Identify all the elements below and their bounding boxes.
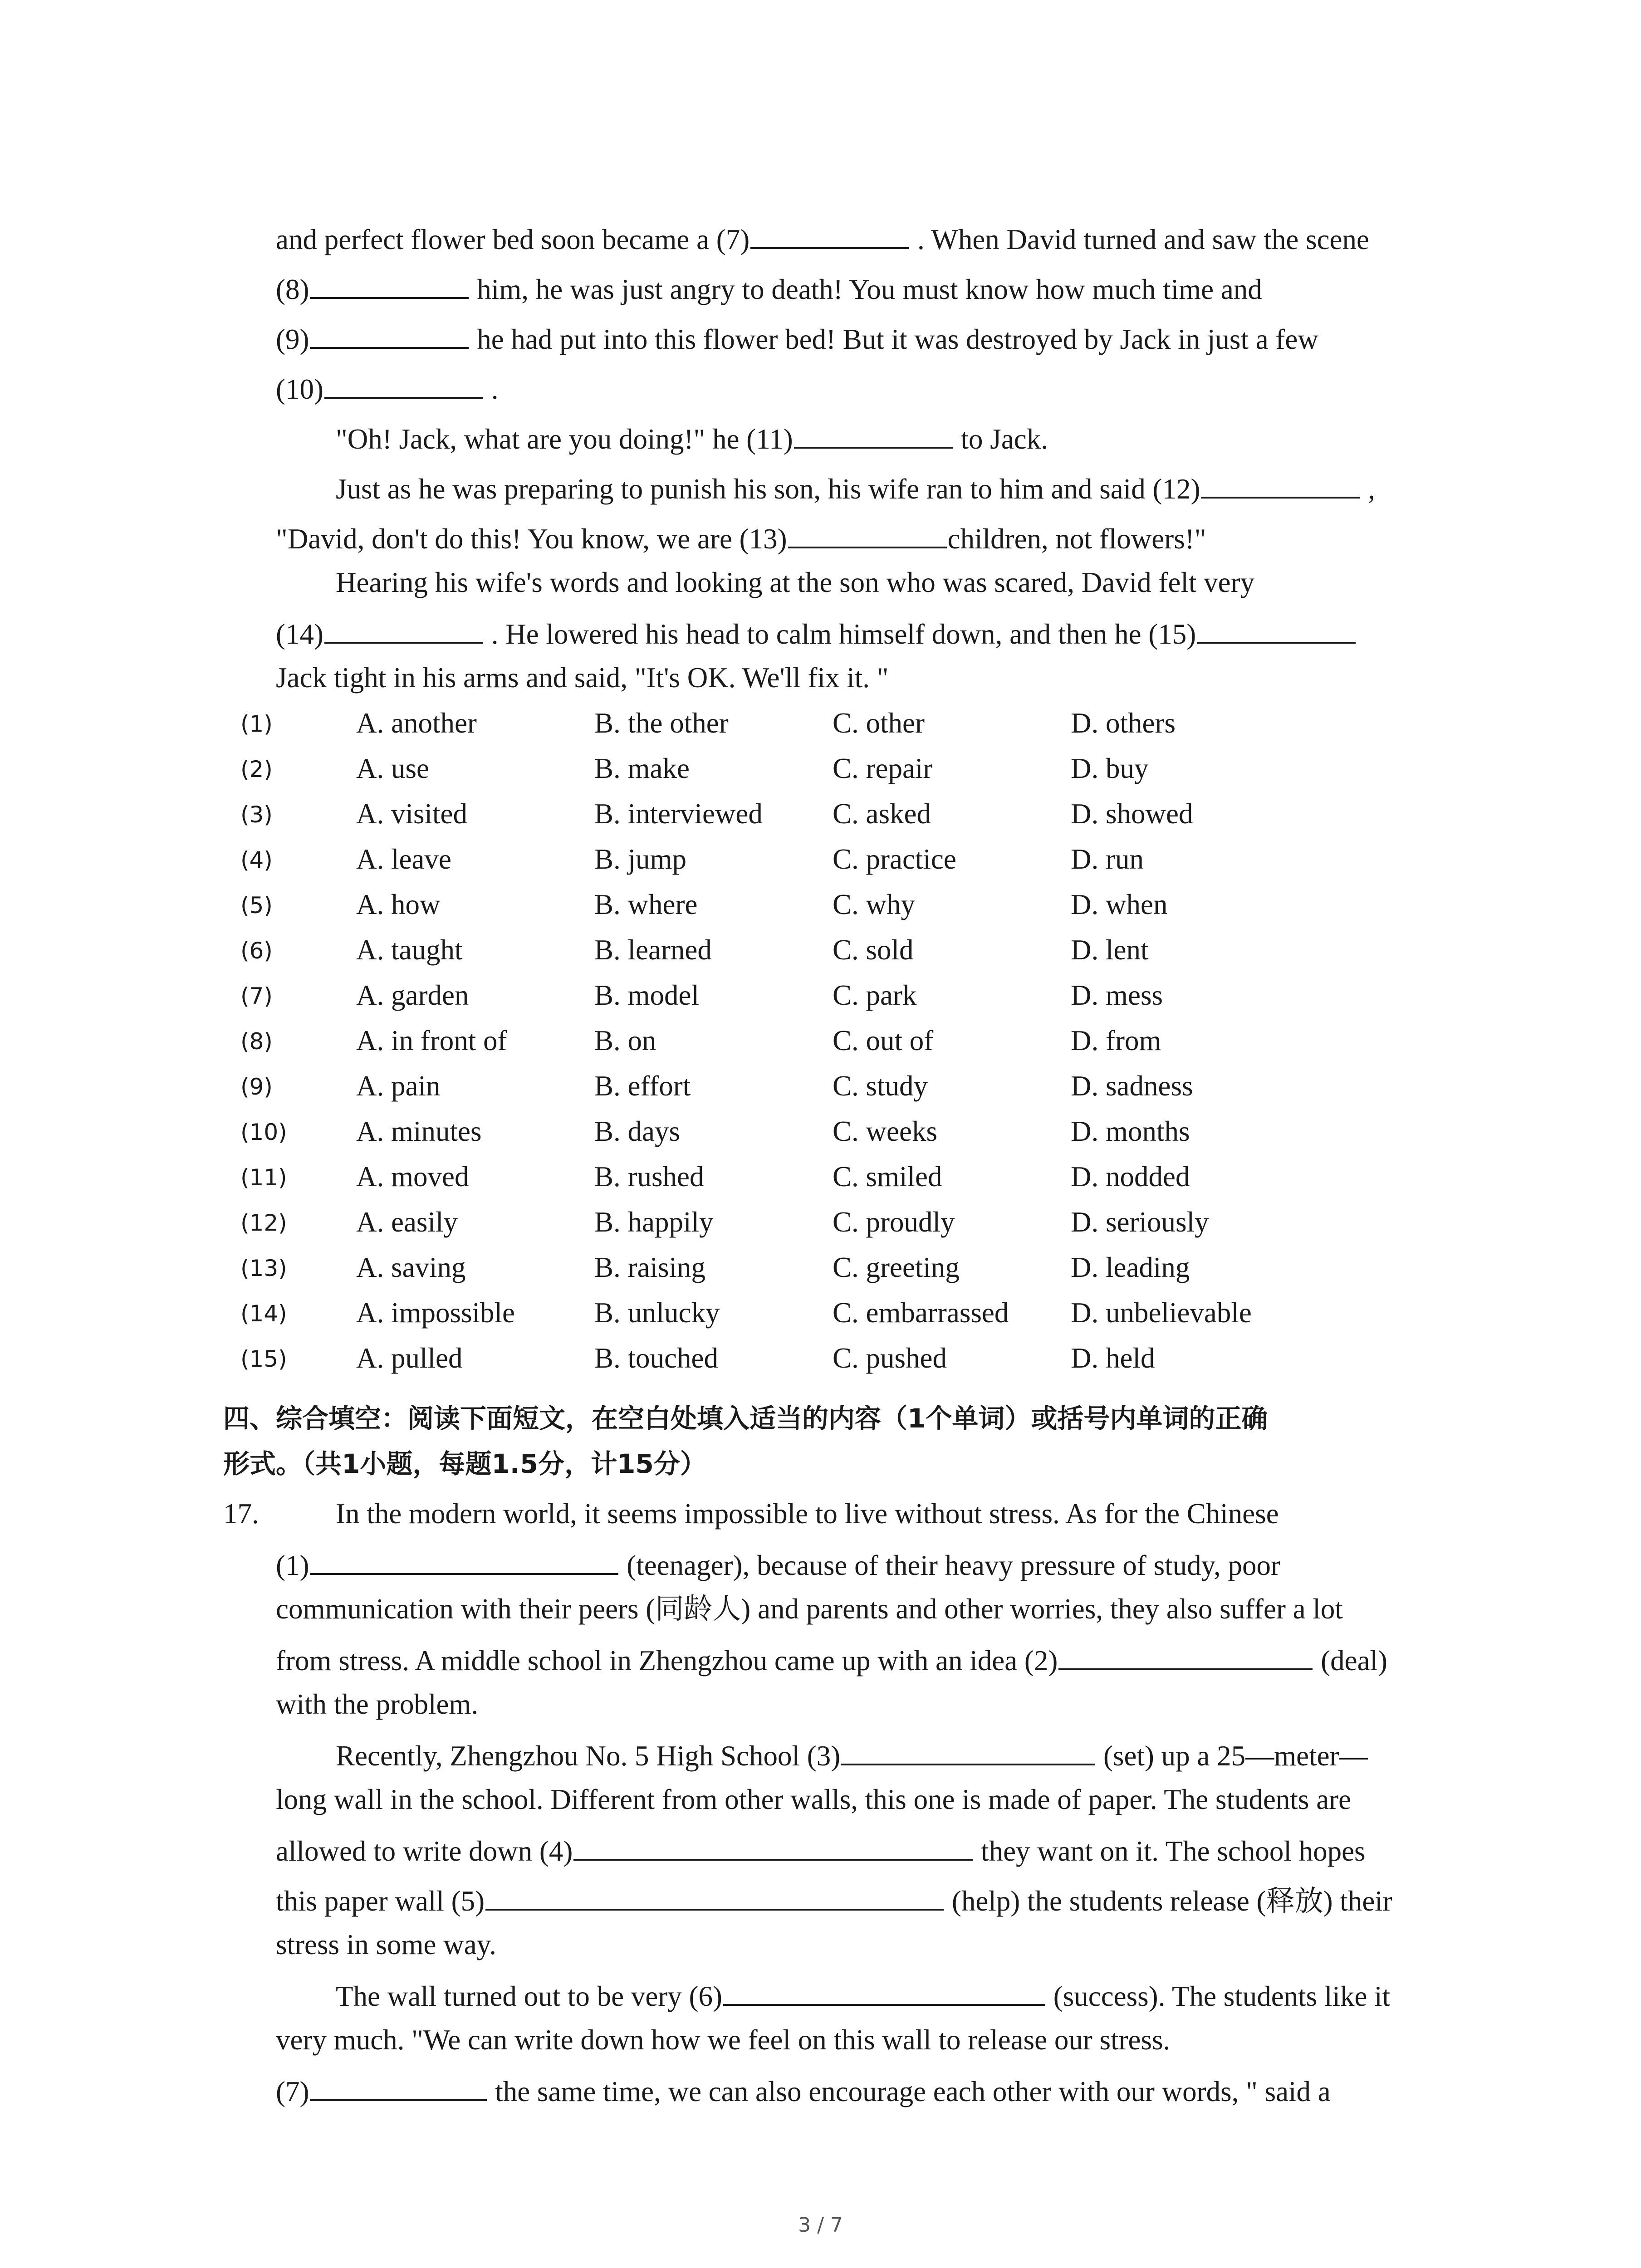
answer-blank[interactable] xyxy=(310,271,469,299)
answer-blank[interactable] xyxy=(324,616,483,644)
option-choice-c[interactable]: C. out of xyxy=(833,1025,934,1056)
passage-text: (8) xyxy=(276,274,309,305)
passage-text: (success). The students like it xyxy=(1046,1980,1391,2012)
option-choice-c[interactable]: C. asked xyxy=(833,798,931,830)
option-number: (9) xyxy=(240,1074,273,1100)
option-choice-a[interactable]: A. use xyxy=(356,753,429,784)
passage-text: allowed to write down (4) xyxy=(276,1835,573,1867)
passage-line: communication with their peers (同龄人) and parents and other worries, they also suffer a lot xyxy=(276,1593,1343,1625)
option-choice-c[interactable]: C. repair xyxy=(833,753,933,784)
passage-text: . xyxy=(484,373,499,405)
option-choice-b[interactable]: B. unlucky xyxy=(594,1297,720,1329)
option-choice-b[interactable]: B. days xyxy=(594,1115,680,1147)
passage-line: Hearing his wife's words and looking at the son who was scared, David felt very xyxy=(336,567,1255,598)
option-number: (6) xyxy=(240,938,273,964)
option-choice-a[interactable]: A. saving xyxy=(356,1251,466,1283)
passage-text: (deal) xyxy=(1313,1645,1388,1677)
option-choice-d[interactable]: D. months xyxy=(1071,1115,1190,1147)
option-choice-c[interactable]: C. study xyxy=(833,1070,928,1102)
passage-text: . He lowered his head to calm himself down, and then he (15) xyxy=(484,618,1196,650)
page-number: 3 / 7 xyxy=(798,2214,843,2237)
passage-text: (9) xyxy=(276,323,309,355)
option-choice-d[interactable]: D. lent xyxy=(1071,934,1149,966)
passage-text: to Jack. xyxy=(953,423,1048,455)
option-choice-c[interactable]: C. sold xyxy=(833,934,914,966)
option-choice-b[interactable]: B. rushed xyxy=(594,1161,704,1193)
passage-line xyxy=(276,616,1437,651)
option-number: (4) xyxy=(240,847,273,873)
passage-text: he had put into this flower bed! But it was destroyed by Jack in just a few xyxy=(470,323,1318,355)
passage-line xyxy=(336,1978,1437,2014)
option-choice-b[interactable]: B. jump xyxy=(594,843,687,875)
passage-line: with the problem. xyxy=(276,1688,479,1720)
passage-line xyxy=(276,321,1437,357)
option-choice-b[interactable]: B. raising xyxy=(594,1251,705,1283)
passage-line xyxy=(276,1642,1437,1678)
option-choice-b[interactable]: B. model xyxy=(594,979,699,1011)
section-title: 形式。（共1小题，每题1.5分，计15分） xyxy=(223,1448,706,1479)
passage-text: (1) xyxy=(276,1549,309,1581)
option-choice-d[interactable]: D. mess xyxy=(1071,979,1163,1011)
option-choice-b[interactable]: B. learned xyxy=(594,934,712,966)
option-number: (8) xyxy=(240,1028,273,1055)
option-choice-b[interactable]: B. the other xyxy=(594,707,729,739)
answer-blank[interactable] xyxy=(485,1882,944,1911)
passage-line xyxy=(276,2073,1437,2109)
option-choice-a[interactable]: A. impossible xyxy=(356,1297,515,1329)
option-choice-c[interactable]: C. why xyxy=(833,889,916,920)
option-choice-b[interactable]: B. interviewed xyxy=(594,798,763,830)
passage-text: this paper wall (5) xyxy=(276,1885,485,1917)
option-choice-a[interactable]: A. moved xyxy=(356,1161,469,1193)
passage-text: they want on it. The school hopes xyxy=(974,1835,1366,1867)
passage-line xyxy=(276,520,1437,556)
passage-line: very much. "We can write down how we feel on this wall to release our stress. xyxy=(276,2024,1171,2056)
option-choice-b[interactable]: B. on xyxy=(594,1025,656,1056)
option-number: (12) xyxy=(240,1210,287,1236)
option-choice-d[interactable]: D. others xyxy=(1071,707,1176,739)
option-number: (5) xyxy=(240,892,273,919)
option-choice-d[interactable]: D. buy xyxy=(1071,753,1149,784)
option-choice-b[interactable]: B. where xyxy=(594,889,698,920)
passage-text: (help) the students release (释放) their xyxy=(945,1885,1392,1917)
option-choice-a[interactable]: A. garden xyxy=(356,979,469,1011)
answer-blank[interactable] xyxy=(310,2073,487,2101)
answer-blank[interactable] xyxy=(788,520,947,548)
option-choice-c[interactable]: C. park xyxy=(833,979,917,1011)
answer-blank[interactable] xyxy=(1201,470,1360,499)
option-choice-d[interactable]: D. showed xyxy=(1071,798,1193,830)
option-number: (10) xyxy=(240,1119,287,1145)
option-choice-d[interactable]: D. from xyxy=(1071,1025,1161,1056)
answer-blank[interactable] xyxy=(310,321,469,349)
passage-line xyxy=(276,221,1437,257)
passage-text: . When David turned and saw the scene xyxy=(910,224,1370,255)
section-title: 四、综合填空：阅读下面短文，在空白处填入适当的内容（1个单词）或括号内单词的正确 xyxy=(223,1403,1268,1434)
passage-line xyxy=(336,470,1437,506)
passage-text: The wall turned out to be very (6) xyxy=(336,1980,722,2012)
passage-text: (teenager), because of their heavy pressure of study, poor xyxy=(619,1549,1281,1581)
passage-text: him, he was just angry to death! You must know how much time and xyxy=(470,274,1262,305)
option-choice-c[interactable]: C. greeting xyxy=(833,1251,960,1283)
option-choice-c[interactable]: C. other xyxy=(833,707,925,739)
passage-line: In the modern world, it seems impossible to live without stress. As for the Chinese xyxy=(336,1498,1279,1530)
option-choice-d[interactable]: D. when xyxy=(1071,889,1168,920)
passage-line: long wall in the school. Different from other walls, this one is made of paper. The students are xyxy=(276,1784,1352,1815)
option-number: (13) xyxy=(240,1255,287,1281)
option-choice-a[interactable]: A. minutes xyxy=(356,1115,482,1147)
passage-text: the same time, we can also encourage each other with our words, " said a xyxy=(488,2076,1331,2107)
option-number: (1) xyxy=(240,711,273,737)
answer-blank[interactable] xyxy=(310,1547,618,1575)
option-choice-d[interactable]: D. held xyxy=(1071,1342,1155,1374)
passage-text: "Oh! Jack, what are you doing!" he (11) xyxy=(336,423,793,455)
option-choice-c[interactable]: C. embarrassed xyxy=(833,1297,1009,1329)
option-choice-a[interactable]: A. visited xyxy=(356,798,467,830)
option-choice-d[interactable]: D. unbelievable xyxy=(1071,1297,1252,1329)
option-choice-a[interactable]: A. taught xyxy=(356,934,463,966)
passage-text: Recently, Zhengzhou No. 5 High School (3) xyxy=(336,1740,841,1772)
passage-text: children, not flowers!" xyxy=(947,523,1206,555)
passage-line xyxy=(336,420,1437,456)
option-choice-b[interactable]: B. happily xyxy=(594,1206,714,1238)
option-choice-b[interactable]: B. touched xyxy=(594,1342,718,1374)
question-number: 17. xyxy=(223,1498,259,1530)
option-choice-a[interactable]: A. another xyxy=(356,707,477,739)
option-choice-c[interactable]: C. proudly xyxy=(833,1206,955,1238)
option-choice-d[interactable]: D. seriously xyxy=(1071,1206,1209,1238)
option-choice-c[interactable]: C. weeks xyxy=(833,1115,937,1147)
passage-text: Just as he was preparing to punish his son, his wife ran to him and said (12) xyxy=(336,473,1200,505)
option-choice-a[interactable]: A. pain xyxy=(356,1070,441,1102)
passage-line xyxy=(276,271,1437,307)
passage-text: (10) xyxy=(276,373,323,405)
passage-line xyxy=(276,1547,1437,1583)
option-choice-b[interactable]: B. effort xyxy=(594,1070,691,1102)
answer-blank[interactable] xyxy=(573,1833,973,1861)
passage-line: stress in some way. xyxy=(276,1929,496,1960)
passage-text: (7) xyxy=(276,2076,309,2107)
passage-line xyxy=(276,1833,1437,1868)
answer-blank[interactable] xyxy=(841,1737,1095,1765)
passage-text: "David, don't do this! You know, we are (13) xyxy=(276,523,787,555)
option-choice-c[interactable]: C. smiled xyxy=(833,1161,942,1193)
passage-text: and perfect flower bed soon became a (7) xyxy=(276,224,750,255)
answer-blank[interactable] xyxy=(794,420,953,449)
option-number: (2) xyxy=(240,756,273,782)
option-choice-a[interactable]: A. leave xyxy=(356,843,451,875)
option-choice-d[interactable]: D. nodded xyxy=(1071,1161,1190,1193)
answer-blank[interactable] xyxy=(1197,616,1356,644)
option-choice-a[interactable]: A. pulled xyxy=(356,1342,463,1374)
option-number: (11) xyxy=(240,1164,287,1191)
option-choice-a[interactable]: A. easily xyxy=(356,1206,458,1238)
option-choice-d[interactable]: D. leading xyxy=(1071,1251,1190,1283)
option-choice-b[interactable]: B. make xyxy=(594,753,690,784)
answer-blank[interactable] xyxy=(324,371,483,399)
answer-blank[interactable] xyxy=(1058,1642,1313,1670)
passage-line xyxy=(336,1737,1437,1773)
option-choice-c[interactable]: C. pushed xyxy=(833,1342,947,1374)
option-number: (3) xyxy=(240,802,273,828)
option-number: (7) xyxy=(240,983,273,1009)
passage-text: , xyxy=(1361,473,1375,505)
option-number: (15) xyxy=(240,1346,287,1372)
passage-text: from stress. A middle school in Zhengzhou came up with an idea (2) xyxy=(276,1645,1058,1677)
passage-text: (14) xyxy=(276,618,323,650)
answer-blank[interactable] xyxy=(750,221,909,249)
option-choice-a[interactable]: A. in front of xyxy=(356,1025,507,1056)
option-choice-c[interactable]: C. practice xyxy=(833,843,956,875)
option-number: (14) xyxy=(240,1300,287,1327)
option-choice-d[interactable]: D. sadness xyxy=(1071,1070,1193,1102)
option-choice-a[interactable]: A. how xyxy=(356,889,441,920)
option-choice-d[interactable]: D. run xyxy=(1071,843,1144,875)
passage-text: (set) up a 25—meter— xyxy=(1096,1740,1368,1772)
passage-line xyxy=(276,1882,1437,1918)
passage-line xyxy=(276,371,1437,406)
passage-line: Jack tight in his arms and said, "It's OK. We'll fix it. " xyxy=(276,662,889,694)
answer-blank[interactable] xyxy=(723,1978,1045,2006)
